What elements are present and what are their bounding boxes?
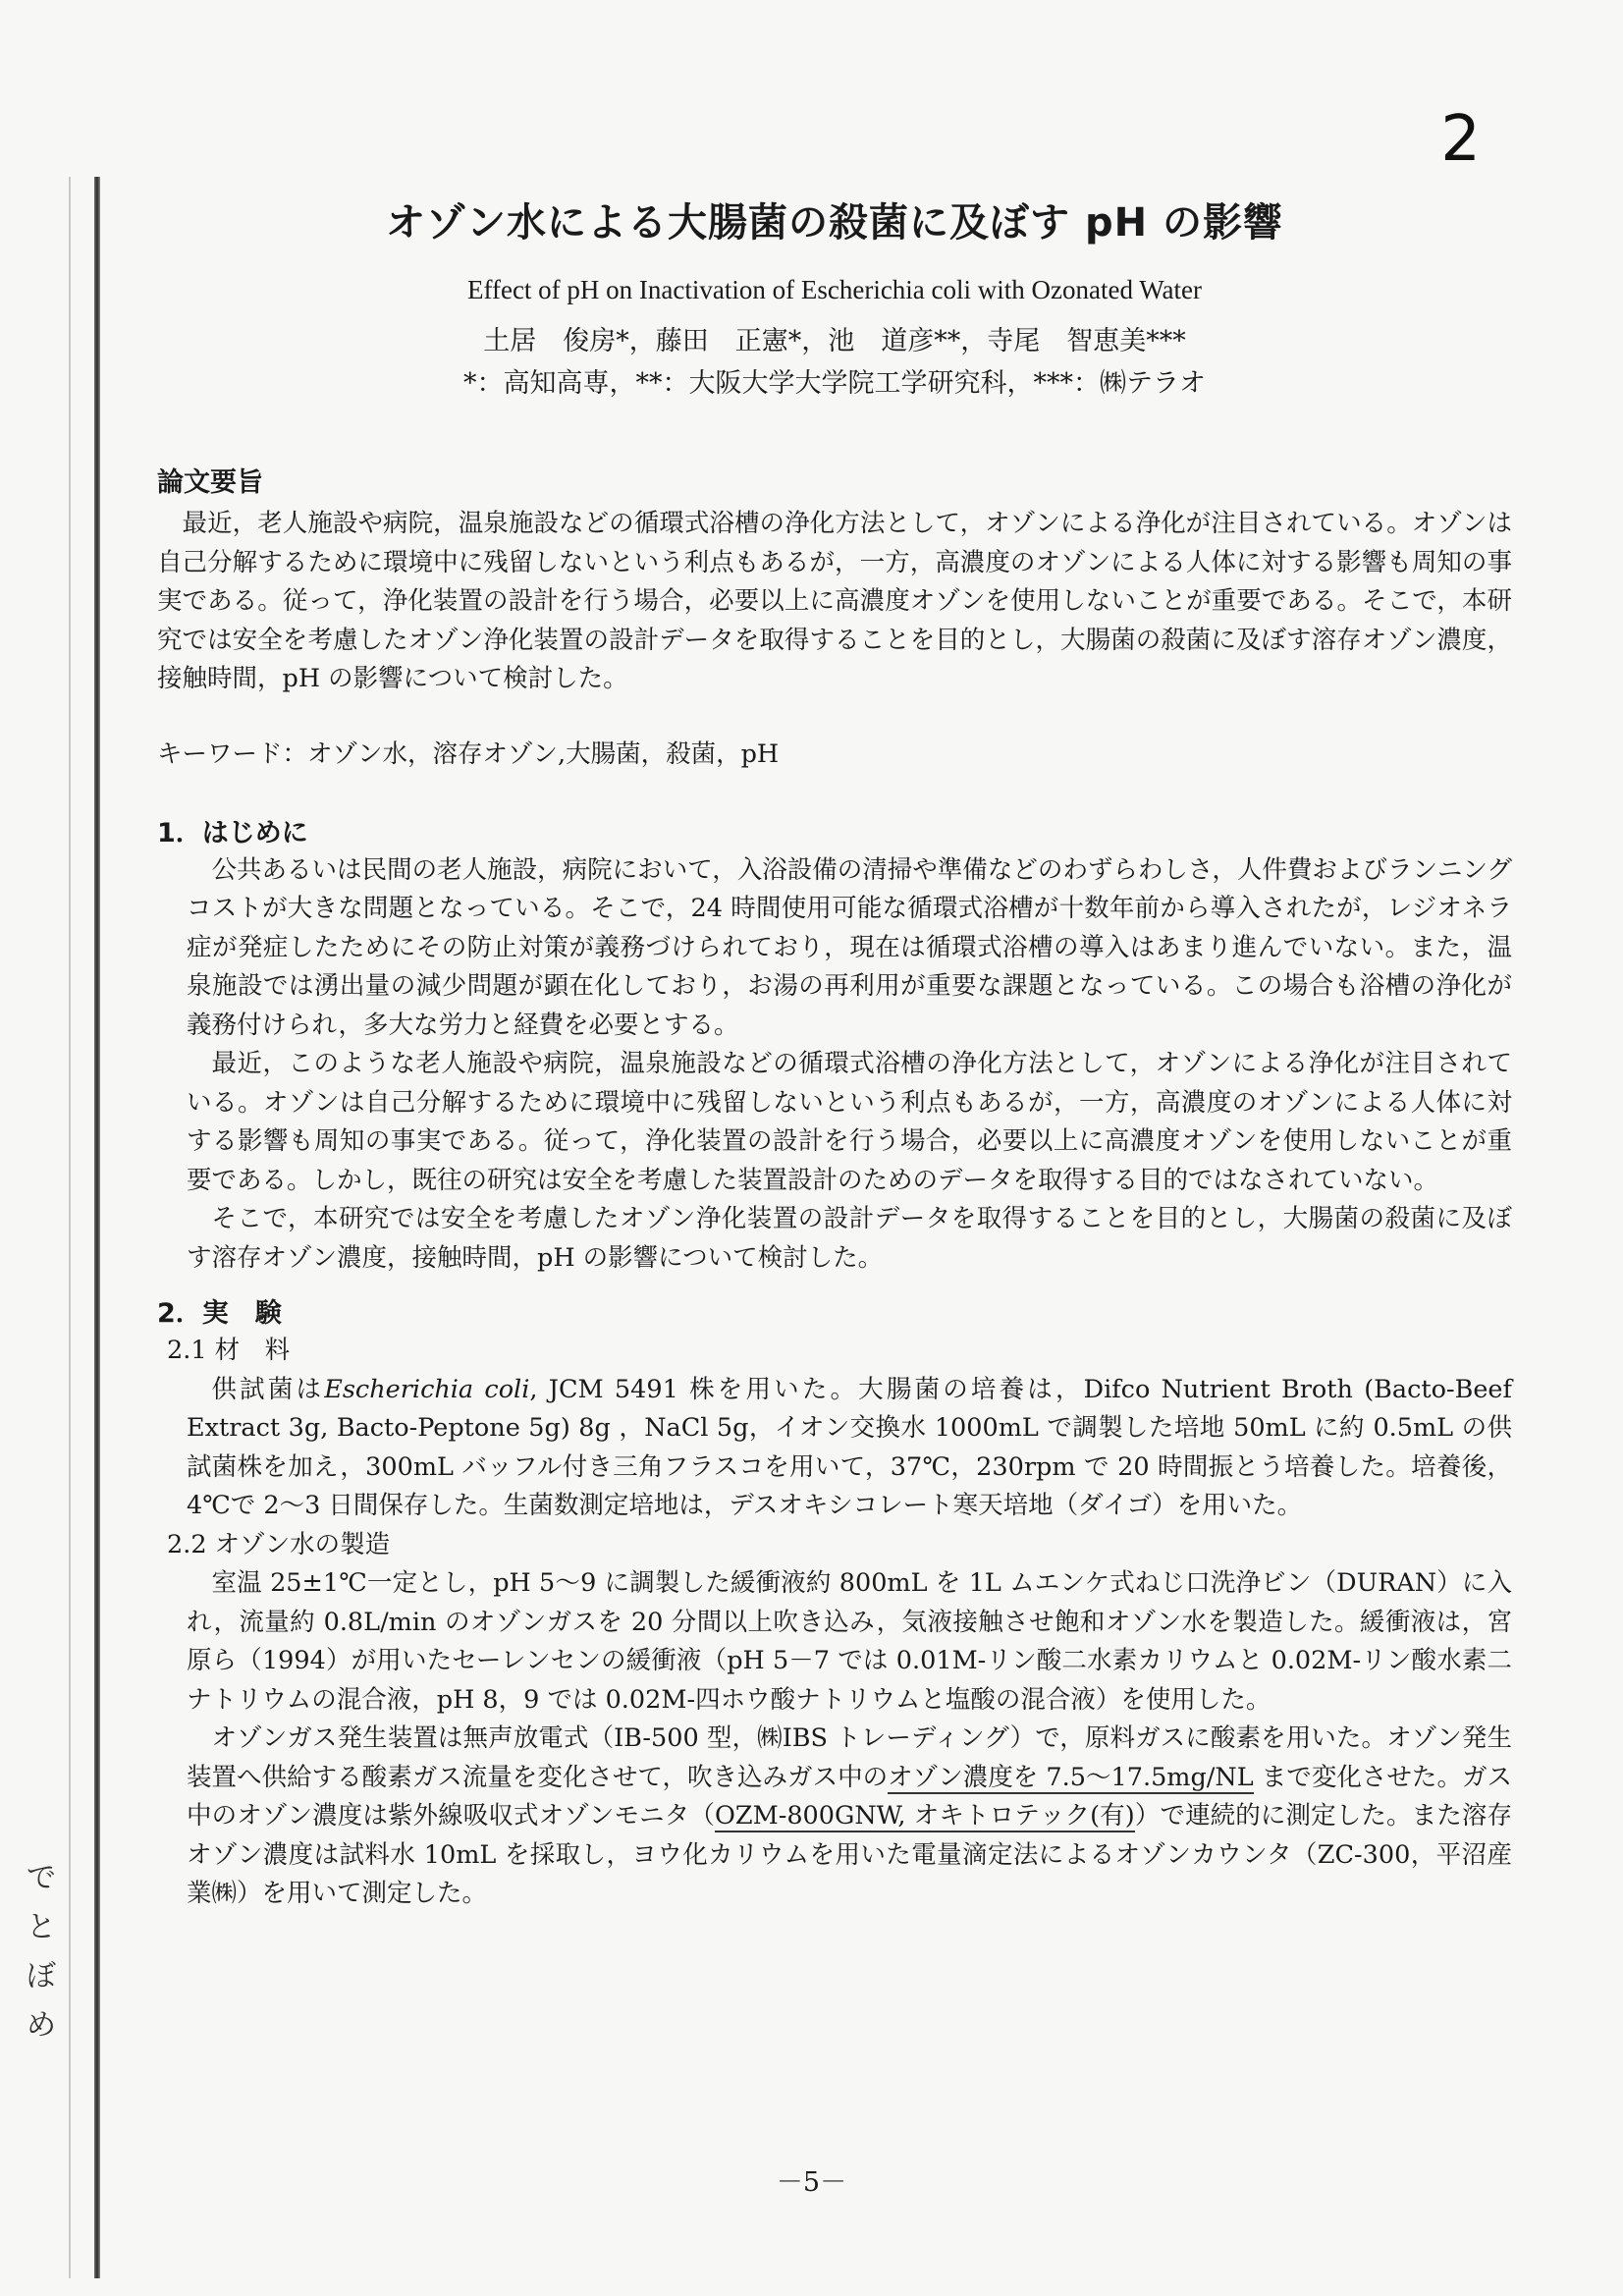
paper-content [157,191,1512,1914]
subsection-ozone-water-heading: 2.2 オゾン水の製造 [167,1529,391,1559]
page-number: －5－ [776,2167,847,2198]
keywords: キーワード：オゾン水，溶存オゾン,大腸菌，殺菌，pH [157,738,780,769]
affiliations: *：高知高専，**：大阪大学大学院工学研究科，***：㈱テラオ [463,368,1206,399]
binding-line-thin [69,177,71,2278]
margin-char: と [27,1910,56,1944]
margin-char: で [27,1861,56,1895]
underlined-ozone-range: オゾン濃度を 7.5～17.5mg/NL [888,1762,1254,1792]
ozone-water-body [157,1564,1512,1914]
intro-paragraph: 公共あるいは民間の老人施設，病院において，入浴設備の清掃や準備などのわずらわしさ，人件費およびランニングコストが大きな問題となっている。そこで，24 時間使用可能な循環式浴槽が十数年前から導入されたが，レジオネラ症が発症したためにその防止対策が義務づけられており，現在は循環式浴槽の導入はあまり進んでいない。また，温泉施設では湧出量の減少問題が顕在化しており，お湯の再利用が重要な課題となっている。この場合も浴槽の浄化が義務付けられ，多大な労力と経費を必要とする。 [187,854,1512,1040]
margin-note [22,1854,61,2050]
section-intro-heading: 1．はじめに [157,817,308,848]
page-badge: 2 [1440,103,1481,176]
margin-char: め [27,2008,56,2043]
paper-title-en: Effect of pH on Inactivation of Escherichia coli with Ozonated Water [466,275,1203,304]
intro-paragraph: そこで，本研究では安全を考慮したオゾン浄化装置の設計データを取得することを目的とし，大腸菌の殺菌に及ぼす溶存オゾン濃度，接触時間，pH の影響について検討した。 [187,1204,1512,1273]
materials-paragraph [187,1371,1512,1526]
materials-text-b: , JCM 5491 株を用いた。大腸菌の培養は，Difco Nutrient Broth (Bacto-Beef Extract 3g, Bacto-Peptone 5g) 8g ，NaCl 5g，イオン交換水 1000mL で調製した培地 50mL に約 0.5mL の供試菌株を加え，300mL バッフル付き三角フラスコを用いて，37℃，230rpm で 20 時間振とう培養した。培養後，4℃で 2～3 日間保存した。生菌数測定培地は，デスオキシコレート寒天培地（ダイゴ）を用いた。 [187,1374,1512,1520]
ozone-generator-paragraph [187,1720,1512,1914]
generator-text-b: まで変化させた。ガス中のオゾン濃度は紫外線吸収式オゾンモニタ（ [187,1762,1512,1831]
intro-body [157,851,1512,1279]
intro-paragraph: 最近，このような老人施設や病院，温泉施設などの循環式浴槽の浄化方法として，オゾンによる浄化が注目されている。オゾンは自己分解するために環境中に残留しないという利点もあるが，一方，高濃度のオゾンによる人体に対する影響も周知の事実である。従って，浄化装置の設計を行う場合，必要以上に高濃度オゾンを使用しないことが重要である。しかし，既往の研究は安全を考慮した装置設計のためのデータを取得する目的ではなされていない。 [187,1049,1512,1195]
underlined-monitor-model: OZM-800GNW, オキトロテック(有) [714,1801,1135,1831]
paper-title: オゾン水による大腸菌の殺菌に及ぼす pH の影響 [386,200,1283,246]
materials-text-a: 供試菌は [211,1374,325,1404]
section-experiment-heading: 2．実 験 [157,1298,282,1329]
authors: 土居 俊房*，藤田 正憲*，池 道彦**，寺尾 智恵美*** [483,326,1186,356]
materials-body [157,1371,1512,1526]
margin-char: ぼ [27,1959,56,1994]
generator-text-c: ）で連続的に測定した。また溶存オゾン濃度は試料水 10mL を採取し，ヨウ化カリウムを用いた電量滴定法によるオゾンカウンタ（ZC-300，平沼産業㈱）を用いて測定した。 [187,1801,1512,1908]
abstract-text: 最近，老人施設や病院，温泉施設などの循環式浴槽の浄化方法として，オゾンによる浄化が注目されている。オゾンは自己分解するために環境中に残留しないという利点もあるが，一方，高濃度のオゾンによる人体に対する影響も周知の事実である。従って，浄化装置の設計を行う場合，必要以上に高濃度オゾンを使用しないことが重要である。そこで，本研究では安全を考慮したオゾン浄化装置の設計データを取得することを目的とし，大腸菌の殺菌に及ぼす溶存オゾン濃度，接触時間，pH の影響について検討した。 [157,509,1512,693]
ozone-water-paragraph: 室温 25±1℃一定とし，pH 5～9 に調製した緩衝液約 800mL を 1L ムエンケ式ねじ口洗浄ビン（DURAN）に入れ，流量約 0.8L/min のオゾンガスを 20 分間以上吹き込み，気液接触させ飽和オゾン水を製造した。緩衝液は，宮原ら（1994）が用いたセーレンセンの緩衝液（pH 5－7 では 0.01M-リン酸二水素カリウムと 0.02M-リン酸水素二ナトリウムの混合液，pH 8，9 では 0.02M-四ホウ酸ナトリウムと塩酸の混合液）を使用した。 [187,1568,1512,1715]
subsection-materials-heading: 2.1 材 料 [167,1336,291,1365]
binding-line [94,177,100,2278]
species-name: Escherichia coli [324,1374,530,1404]
generator-text-a: オゾンガス発生装置は無声放電式（IB-500 型，㈱IBS トレーディング）で，原料ガスに酸素を用いた。オゾン発生装置へ供給する酸素ガス流量を変化させて，吹き込みガス中の [187,1723,1512,1792]
abstract-heading: 論文要旨 [157,467,263,498]
